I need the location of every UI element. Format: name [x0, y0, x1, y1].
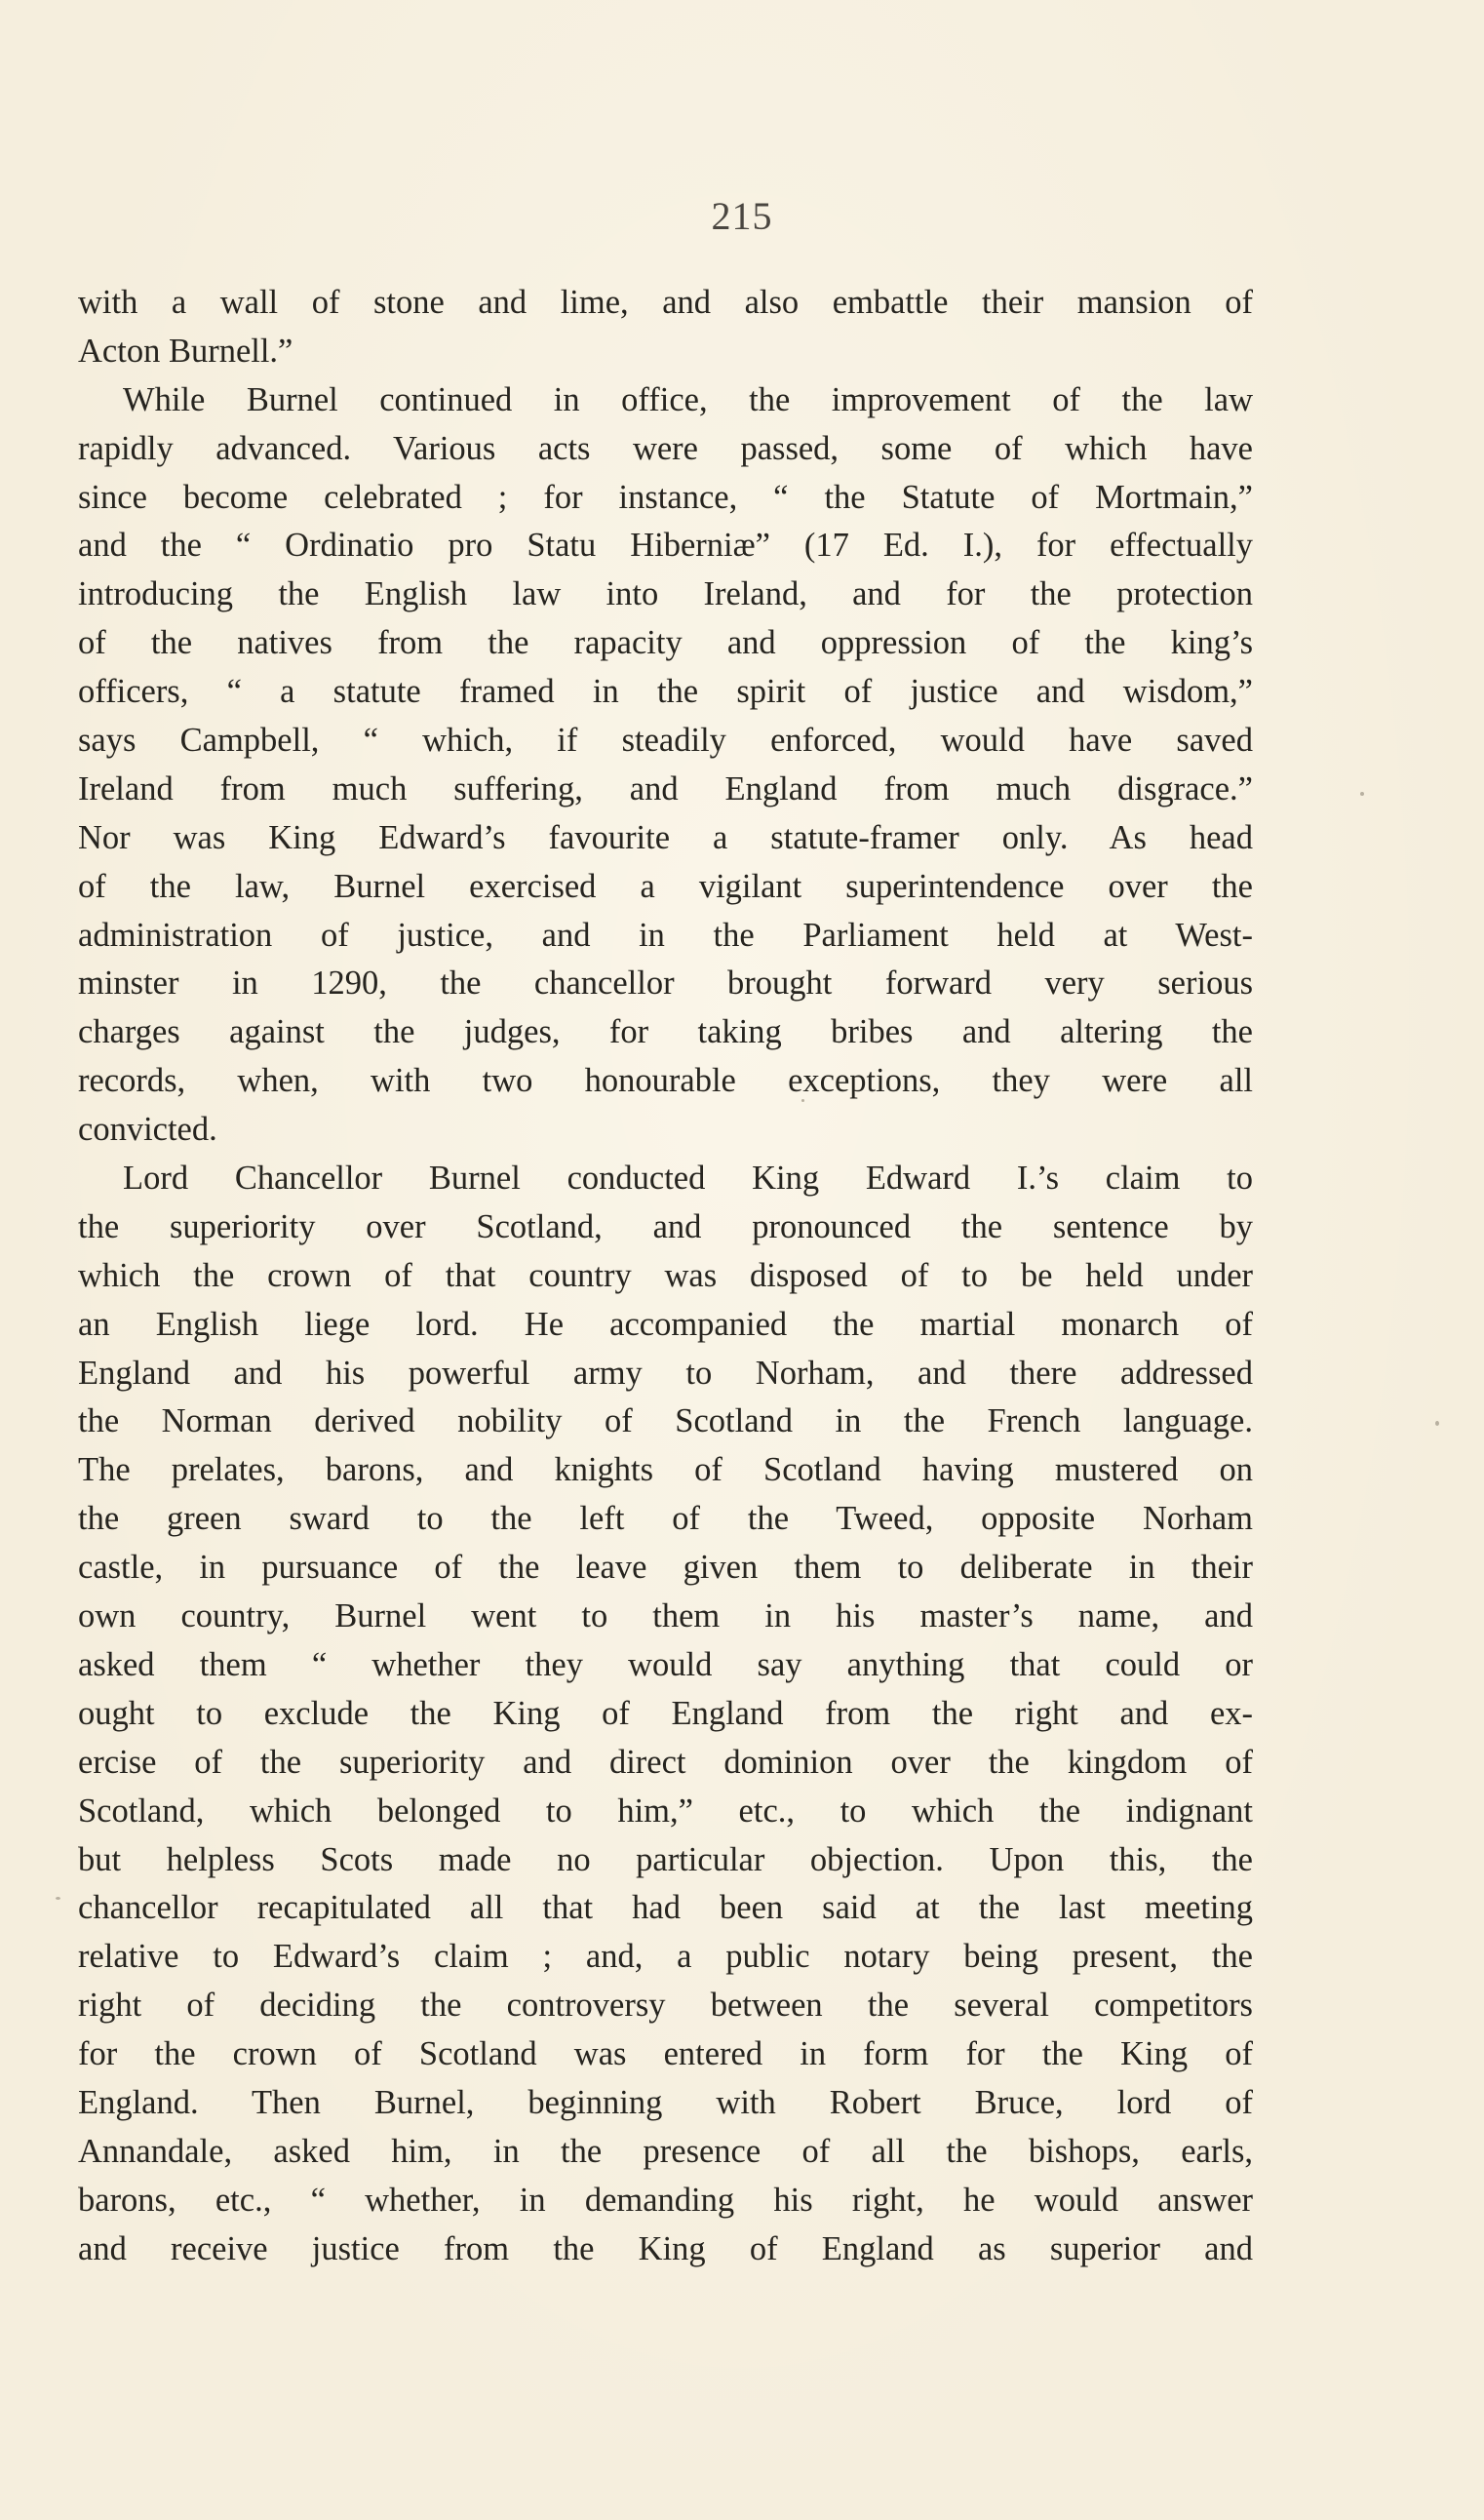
- text-line: the superiority over Scotland, and pronounced the sentence by: [78, 1207, 1253, 1245]
- text-line: and receive justice from the King of England as superior and: [78, 2229, 1253, 2267]
- text-line: rapidly advanced. Various acts were passed, some of which have: [78, 429, 1253, 467]
- text-line: but helpless Scots made no particular objection. Upon this, the: [78, 1840, 1253, 1878]
- text-line: of the natives from the rapacity and oppression of the king’s: [78, 624, 1253, 662]
- text-line: the green sward to the left of the Tweed, opposite Norham: [78, 1500, 1253, 1538]
- page-number: 215: [711, 194, 773, 238]
- text-line: and the “ Ordinatio pro Statu Hiberniæ” (17 Ed. I.), for effectually: [78, 527, 1253, 565]
- text-line: says Campbell, “ which, if steadily enforced, would have saved: [78, 722, 1253, 760]
- paper-speck: [801, 1099, 804, 1102]
- text-line: asked them “ whether they would say anything that could or: [78, 1645, 1253, 1683]
- text-line: ercise of the superiority and direct dominion over the kingdom of: [78, 1743, 1253, 1781]
- text-line: of the law, Burnel exercised a vigilant superintendence over the: [78, 867, 1253, 905]
- text-line: own country, Burnel went to them in his master’s name, and: [78, 1597, 1253, 1635]
- text-line: England. Then Burnel, beginning with Robert Bruce, lord of: [78, 2083, 1253, 2121]
- text-line: Nor was King Edward’s favourite a statute-framer only. As head: [78, 818, 1253, 856]
- text-line: an English liege lord. He accompanied the martial monarch of: [78, 1305, 1253, 1343]
- text-line: convicted.: [78, 1111, 217, 1149]
- text-line: Scotland, which belonged to him,” etc., to which the indignant: [78, 1792, 1253, 1830]
- text-line: the Norman derived nobility of Scotland in the French language.: [78, 1402, 1253, 1440]
- paper-speck: [1435, 1421, 1439, 1426]
- text-line: The prelates, barons, and knights of Scotland having mustered on: [78, 1451, 1253, 1489]
- text-line: for the crown of Scotland was entered in form for the King of: [78, 2035, 1253, 2073]
- text-line: ought to exclude the King of England from the right and ex-: [78, 1694, 1253, 1732]
- text-line: which the crown of that country was disposed of to be held under: [78, 1256, 1253, 1294]
- text-line: minster in 1290, the chancellor brought forward very serious: [78, 965, 1253, 1003]
- text-line: since become celebrated ; for instance, “ the Statute of Mortmain,”: [78, 478, 1253, 516]
- body-text: [78, 279, 1253, 2274]
- text-line: barons, etc., “ whether, in demanding his right, he would answer: [78, 2181, 1253, 2219]
- paper-speck: [1360, 792, 1364, 796]
- text-line: right of deciding the controversy between the several competitors: [78, 1987, 1253, 2025]
- text-line: administration of justice, and in the Parliament held at West-: [78, 916, 1253, 954]
- text-line: Lord Chancellor Burnel conducted King Edward I.’s claim to: [123, 1160, 1253, 1198]
- text-line: Acton Burnell.”: [78, 332, 293, 370]
- text-line: officers, “ a statute framed in the spirit of justice and wisdom,”: [78, 673, 1253, 711]
- paper-speck: [56, 1897, 60, 1900]
- text-line: charges against the judges, for taking bribes and altering the: [78, 1013, 1253, 1051]
- text-line: with a wall of stone and lime, and also embattle their mansion of: [78, 284, 1253, 321]
- text-line: Ireland from much suffering, and England from much disgrace.”: [78, 769, 1253, 807]
- text-line: England and his powerful army to Norham, and there addressed: [78, 1354, 1253, 1392]
- text-line: introducing the English law into Ireland, and for the protection: [78, 575, 1253, 613]
- text-line: records, when, with two honourable exceptions, they were all: [78, 1062, 1253, 1100]
- text-line: Annandale, asked him, in the presence of all the bishops, earls,: [78, 2132, 1253, 2170]
- text-line: castle, in pursuance of the leave given them to deliberate in their: [78, 1549, 1253, 1587]
- text-line: chancellor recapitulated all that had been said at the last meeting: [78, 1889, 1253, 1927]
- text-line: relative to Edward’s claim ; and, a public notary being present, the: [78, 1938, 1253, 1976]
- text-line: While Burnel continued in office, the improvement of the law: [123, 380, 1253, 418]
